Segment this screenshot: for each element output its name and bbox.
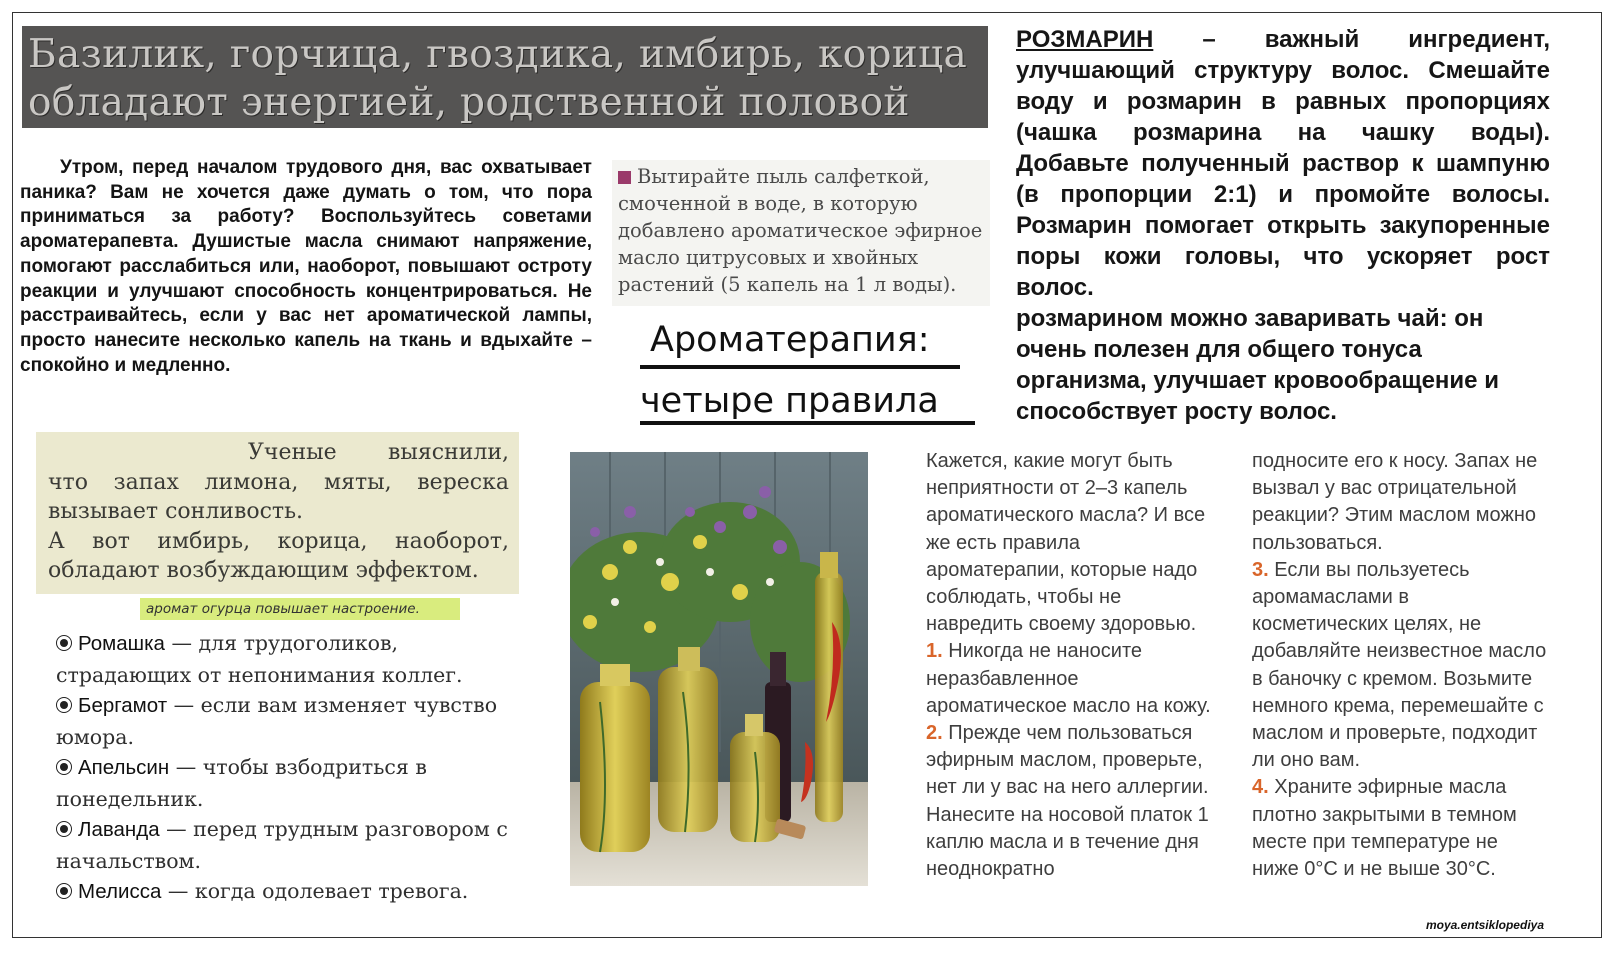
oil-description: — если вам изменяет чувство юмора. xyxy=(56,693,498,749)
rule-2 xyxy=(926,720,1222,883)
rosemary-block xyxy=(1016,24,1550,427)
scientists-note xyxy=(36,432,519,594)
rule-number: 3. xyxy=(1252,558,1269,581)
scientists-sentence-2: А вот имбирь, корица, наоборот, обладают возбуждающим эффектом. xyxy=(48,528,509,583)
rule-number: 4. xyxy=(1252,776,1269,799)
intro-paragraph: Утром, перед началом трудового дня, вас охватывает паника? Вам не хочется даже думать о том, что пора приниматься за работу? Воспользуйтесь советами ароматерапевта. Душистые масла снимают напряжение, помогают расслабиться или, наоборот, повышают остроту реакции и улучшают способность концентрироваться. Не расстраивайтесь, если у вас нет ароматической лампы, просто нанесите несколько капель на ткань и вдыхайте – спокойно и медленно. xyxy=(20,157,592,376)
rule-text: Если вы пользуетесь аромамаслами в косметических целях, не добавляйте неизвестное масло в баночку с кремом. Возьмите немного крема, перемешайте с маслом и проверьте, подходит ли оно вам. xyxy=(1252,558,1547,772)
bottles-and-herbs-photo xyxy=(570,452,868,886)
oil-name: Бергамот xyxy=(78,694,168,717)
cucumber-highlight: аромат огурца повышает настроение. xyxy=(140,598,460,620)
list-item xyxy=(56,690,516,752)
circle-bullet-icon xyxy=(56,759,72,775)
oil-description: — перед трудным разговором с начальством. xyxy=(56,817,508,873)
dust-tip-box xyxy=(612,160,990,306)
rule-3 xyxy=(1252,557,1548,775)
section-heading-line-1: Ароматерапия: xyxy=(650,320,930,360)
scientists-sentence-1: Ученые выяснили, что запах лимона, мяты, вереска вызывает сонливость. xyxy=(48,440,509,524)
rule-text: Прежде чем пользоваться эфирным маслом, проверьте, нет ли у вас на него аллергии. Нанесите на носовой платок 1 каплю масла и в течение дня неоднократно xyxy=(926,722,1209,881)
square-bullet-icon xyxy=(618,171,631,184)
oil-name: Мелисса xyxy=(78,880,162,903)
rule-4 xyxy=(1252,774,1548,883)
rule-1 xyxy=(926,638,1222,720)
source-credit: moya.entsiklopediya xyxy=(1425,918,1544,932)
rule-number: 2. xyxy=(926,722,943,745)
heading-underline-1 xyxy=(640,365,960,369)
rosemary-paragraph xyxy=(1016,24,1550,303)
oil-description: — для трудоголиков, страдающих от непонимания коллег. xyxy=(56,631,463,687)
rule-text: Храните эфирные масла плотно закрытыми в темном месте при температуре не ниже 0°С и не выше 30°С. xyxy=(1252,776,1517,881)
list-item xyxy=(56,876,516,908)
list-item xyxy=(56,814,516,876)
rules-intro: Кажется, какие могут быть неприятности от 2–3 капель ароматического масла? И все же есть правила ароматерапии, которые надо соблюдать, чтобы не навредить своему здоровью. xyxy=(926,450,1206,636)
rosemary-title: РОЗМАРИН xyxy=(1016,26,1154,53)
oil-name: Апельсин xyxy=(78,756,170,779)
oil-description: — когда одолевает тревога. xyxy=(161,879,469,903)
rules-column-1 xyxy=(926,448,1222,883)
list-item xyxy=(56,752,516,814)
rule-number: 1. xyxy=(926,640,943,663)
rule-2-continued: подносите его к носу. Запах не вызвал у вас отрицательной реакции? Этим маслом можно пользоваться. xyxy=(1252,450,1538,554)
oil-name: Ромашка xyxy=(78,632,165,655)
heading-underline-2 xyxy=(640,421,975,425)
banner-line-2: обладают энергией, родственной половой xyxy=(28,80,910,125)
rules-column-2 xyxy=(1252,448,1548,883)
oils-list xyxy=(56,628,516,908)
rule-text: Никогда не наносите неразбавленное ароматическое масло на кожу. xyxy=(926,640,1211,717)
circle-bullet-icon xyxy=(56,883,72,899)
circle-bullet-icon xyxy=(56,635,72,651)
rosemary-text-1: – важный ингредиент, улучшающий структуру волос. Смешайте воду и розмарин в равных пропорциях (чашка розмарина на чашку воды). Добавьте полученный раствор к шампуню (в пропорции 2:1) и промойте волосы. Розмарин помогает открыть закупоренные поры кожи головы, что ускоряет рост волос. xyxy=(1016,26,1550,301)
circle-bullet-icon xyxy=(56,821,72,837)
dust-tip-text: Вытирайте пыль салфеткой, смоченной в воде, в которую добавлено ароматическое эфирное масло цитрусовых и хвойных растений (5 капель на 1 л воды). xyxy=(618,165,983,296)
oil-description: — чтобы взбодриться в понедельник. xyxy=(56,755,427,811)
circle-bullet-icon xyxy=(56,697,72,713)
list-item xyxy=(56,628,516,690)
section-heading-line-2: четыре правила xyxy=(640,381,939,421)
oil-name: Лаванда xyxy=(78,818,160,841)
headline-banner xyxy=(22,26,988,128)
banner-line-1: Базилик, горчица, гвоздика, имбирь, корица xyxy=(28,32,968,77)
rosemary-tea-paragraph: розмарином можно заваривать чай: он очень полезен для общего тонуса организма, улучшает кровообращение и способствует росту волос. xyxy=(1016,305,1499,425)
